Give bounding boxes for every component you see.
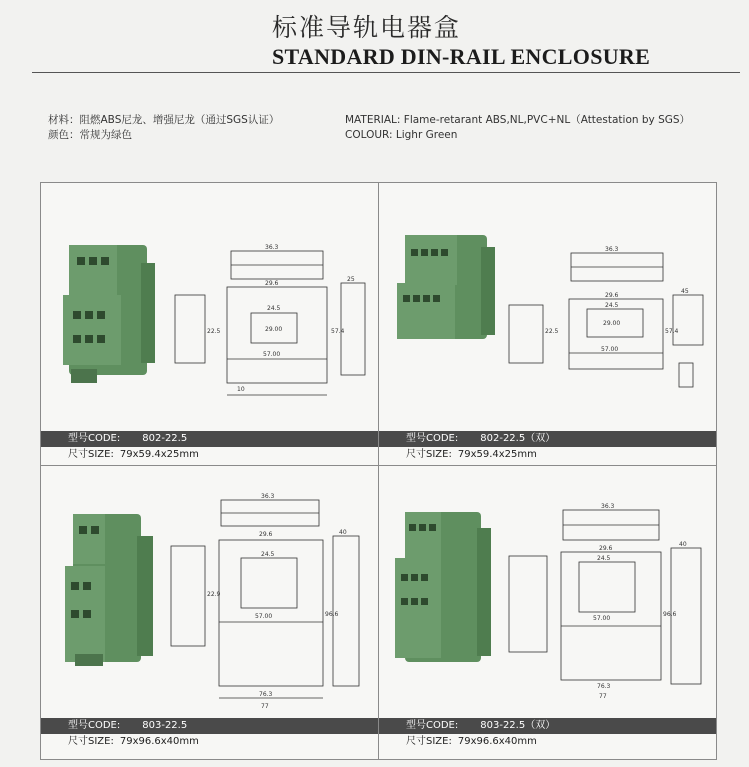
svg-text:29.6: 29.6 (605, 292, 619, 299)
svg-text:36.3: 36.3 (601, 503, 615, 510)
spec-en-colour: COLOUR: Lighr Green (345, 129, 458, 141)
page-title-en: STANDARD DIN-RAIL ENCLOSURE (272, 44, 651, 69)
spec-cn-material: 材料：阻燃ABS尼龙、增强尼龙（通过SGS认证） (48, 114, 280, 126)
svg-text:25: 25 (347, 276, 355, 283)
dimension-labels (207, 244, 355, 393)
dimension-labels (207, 493, 347, 710)
product-drawing (379, 466, 716, 716)
svg-text:36.3: 36.3 (605, 246, 619, 253)
svg-text:57.00: 57.00 (255, 613, 273, 620)
svg-text:57.00: 57.00 (601, 346, 619, 353)
svg-text:29.6: 29.6 (265, 280, 279, 287)
svg-text:96.6: 96.6 (663, 611, 677, 618)
svg-text:24.5: 24.5 (597, 555, 611, 562)
svg-text:77: 77 (599, 693, 607, 700)
enclosure-photo (397, 235, 495, 339)
enclosure-photo (65, 514, 153, 666)
product-card-802-single (41, 183, 378, 465)
spec-en (345, 113, 690, 143)
size-label: 尺寸SIZE: (406, 736, 452, 747)
svg-text:24.5: 24.5 (261, 551, 275, 558)
svg-text:57.4: 57.4 (331, 328, 345, 335)
svg-text:22.5: 22.5 (207, 328, 221, 335)
svg-text:36.3: 36.3 (261, 493, 275, 500)
product-code: 803-22.5（双） (480, 720, 556, 731)
product-code: 802-22.5（双） (480, 433, 556, 444)
product-grid (40, 182, 717, 760)
svg-text:96.6: 96.6 (325, 611, 339, 618)
product-card-803-single (41, 466, 378, 759)
size-label: 尺寸SIZE: (68, 449, 114, 460)
spec-cn (48, 113, 279, 143)
svg-text:29.6: 29.6 (599, 545, 613, 552)
code-label: 型号CODE: (68, 720, 121, 731)
svg-text:45: 45 (681, 288, 689, 295)
dimension-labels (593, 503, 687, 700)
size-label: 尺寸SIZE: (406, 449, 452, 460)
svg-text:22.9: 22.9 (207, 591, 221, 598)
product-size-row (379, 734, 743, 750)
svg-text:29.00: 29.00 (265, 326, 283, 333)
spec-cn-colour: 颜色：常规为绿色 (48, 129, 132, 141)
product-code: 802-22.5 (142, 433, 188, 444)
technical-drawing (509, 510, 701, 684)
product-card-803-double (379, 466, 716, 759)
page-title-cn: 标准导轨电器盒 (272, 13, 462, 42)
product-size-row (41, 447, 405, 463)
product-code-bar (41, 718, 378, 734)
svg-text:77: 77 (261, 703, 269, 710)
svg-text:57.00: 57.00 (263, 351, 281, 358)
product-drawing (379, 183, 716, 428)
enclosure-photo (63, 245, 155, 383)
svg-text:24.5: 24.5 (267, 305, 281, 312)
product-size: 79x59.4x25mm (457, 449, 537, 460)
svg-text:76.3: 76.3 (597, 683, 611, 690)
product-code: 803-22.5 (142, 720, 188, 731)
code-label: 型号CODE: (406, 720, 459, 731)
product-code-bar (379, 718, 716, 734)
svg-text:57.00: 57.00 (593, 615, 611, 622)
code-label: 型号CODE: (68, 433, 121, 444)
product-code-bar (379, 431, 716, 447)
svg-text:29.6: 29.6 (259, 531, 273, 538)
title-divider (32, 72, 740, 73)
product-size-row (379, 447, 743, 463)
code-label: 型号CODE: (406, 433, 459, 444)
svg-text:36.3: 36.3 (265, 244, 279, 251)
svg-text:40: 40 (339, 529, 347, 536)
technical-drawing (171, 500, 359, 698)
technical-drawing (175, 251, 365, 395)
svg-text:40: 40 (679, 541, 687, 548)
product-size: 79x59.4x25mm (119, 449, 199, 460)
product-drawing (41, 183, 378, 428)
svg-text:24.5: 24.5 (605, 302, 619, 309)
svg-text:57.4: 57.4 (665, 328, 679, 335)
product-card-802-double (379, 183, 716, 465)
product-size-row (41, 734, 405, 750)
product-size: 79x96.6x40mm (457, 736, 537, 747)
size-label: 尺寸SIZE: (68, 736, 114, 747)
svg-text:10: 10 (237, 386, 245, 393)
svg-text:76.3: 76.3 (259, 691, 273, 698)
spec-en-material: MATERIAL: Flame-retarant ABS,NL,PVC+NL（Attestation by SGS） (345, 114, 691, 126)
svg-text:29.00: 29.00 (603, 320, 621, 327)
svg-text:22.5: 22.5 (545, 328, 559, 335)
product-drawing (41, 466, 378, 716)
product-code-bar (41, 431, 378, 447)
product-size: 79x96.6x40mm (119, 736, 199, 747)
enclosure-photo (395, 512, 491, 662)
